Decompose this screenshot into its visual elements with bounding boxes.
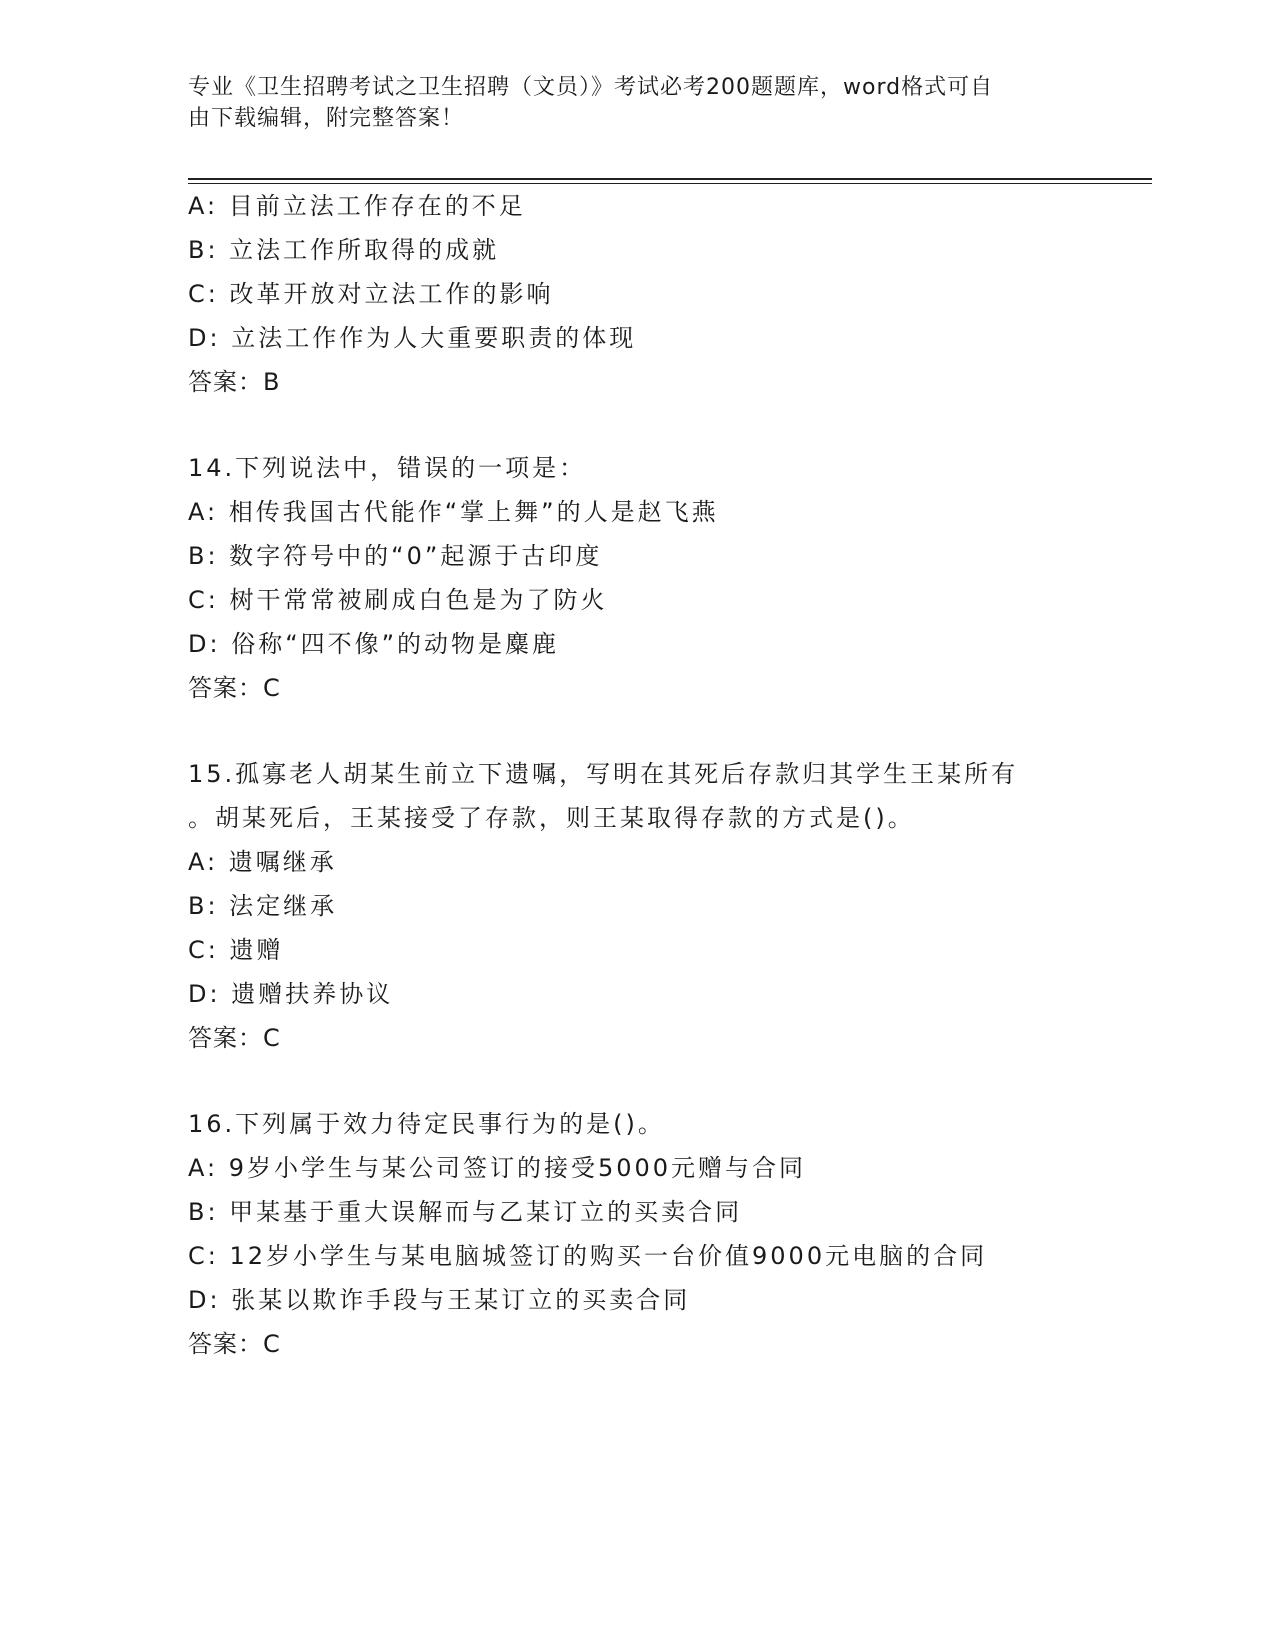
document-header: [188, 72, 1088, 134]
option-d: D: 张某以欺诈手段与王某订立的买卖合同: [188, 1286, 691, 1314]
option-c: C: 12岁小学生与某电脑城签订的购买一台价值9000元电脑的合同: [188, 1242, 988, 1270]
option-b: B: 法定继承: [188, 892, 338, 920]
option-a: A: 相传我国古代能作“掌上舞”的人是赵飞燕: [188, 498, 719, 526]
option-a: A: 遗嘱继承: [188, 848, 337, 876]
question-text: 16.下列属于效力待定民事行为的是()。: [188, 1110, 665, 1138]
answer-line: 答案：C: [188, 674, 281, 702]
answer-line: 答案：B: [188, 368, 281, 396]
option-b: B: 立法工作所取得的成就: [188, 236, 500, 264]
option-c: C: 遗赠: [188, 936, 284, 964]
option-a: A: 目前立法工作存在的不足: [188, 192, 526, 220]
option-d: D: 俗称“四不像”的动物是麋鹿: [188, 630, 560, 658]
option-c: C: 树干常常被刷成白色是为了防火: [188, 586, 608, 614]
option-d: D: 立法工作作为人大重要职责的体现: [188, 324, 637, 352]
question-text: 15.孤寡老人胡某生前立下遗嘱，写明在其死后存款归其学生王某所有: [188, 760, 1019, 788]
header-divider-thin: [188, 183, 1152, 184]
option-c: C: 改革开放对立法工作的影响: [188, 280, 554, 308]
answer-line: 答案：C: [188, 1330, 281, 1358]
header-line-2: 由下载编辑，附完整答案！: [188, 106, 465, 131]
header-divider-thick: [188, 178, 1152, 180]
option-b: B: 甲某基于重大误解而与乙某订立的买卖合同: [188, 1198, 743, 1226]
question-text-continued: 。胡某死后，王某接受了存款，则王某取得存款的方式是()。: [188, 804, 915, 832]
answer-line: 答案：C: [188, 1024, 281, 1052]
question-text: 14.下列说法中，错误的一项是：: [188, 454, 587, 482]
option-b: B: 数字符号中的“0”起源于古印度: [188, 542, 603, 570]
option-a: A: 9岁小学生与某公司签订的接受5000元赠与合同: [188, 1154, 807, 1182]
option-d: D: 遗赠扶养协议: [188, 980, 394, 1008]
header-line-1: 专业《卫生招聘考试之卫生招聘（文员）》考试必考200题题库，word格式可自: [188, 75, 994, 100]
